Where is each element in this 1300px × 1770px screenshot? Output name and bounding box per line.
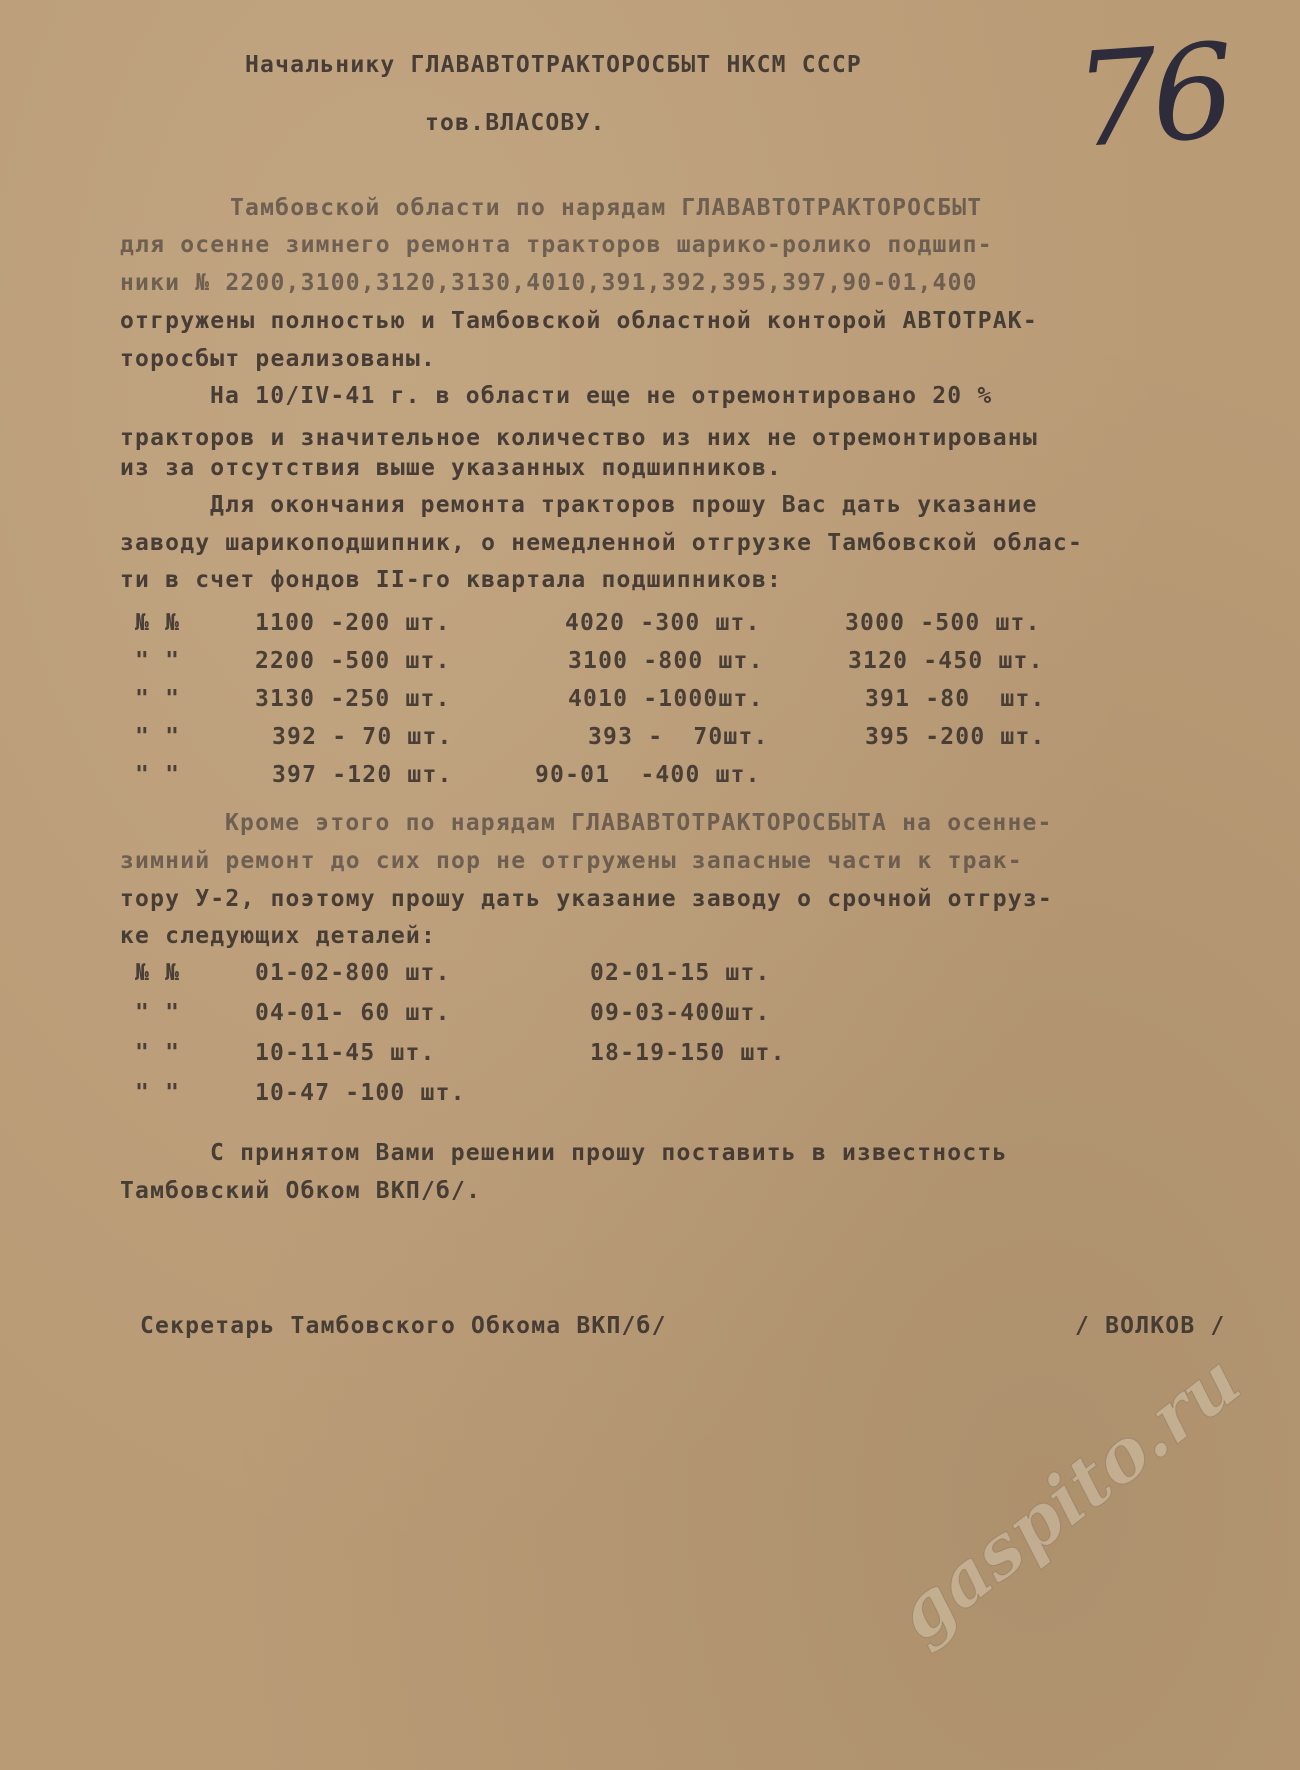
parts-row-c2: 18-19-150 шт.	[590, 1040, 786, 1066]
parts-row-c2: 09-03-400шт.	[590, 1000, 771, 1026]
bearings-row-mark: " "	[135, 648, 181, 674]
p4-line-2: зимний ремонт до сих пор не отгружены запасные части к трак-	[120, 848, 1023, 874]
bearings-row-c3: 3000 -500 шт.	[845, 610, 1041, 636]
p4-line-4: ке следующих деталей:	[120, 923, 436, 949]
watermark-logo: gaspito.ru	[880, 1337, 1256, 1657]
parts-row-c1: 01-02-800 шт.	[255, 960, 451, 986]
p4-line-1: Кроме этого по нарядам ГЛАВАВТОТРАКТОРОСБЫТА на осенне-	[225, 810, 1053, 836]
bearings-row-c1: 1100 -200 шт.	[255, 610, 451, 636]
bearings-row-c3: 395 -200 шт.	[865, 724, 1046, 750]
bearings-row-mark: " "	[135, 762, 181, 788]
signature-name: / ВОЛКОВ /	[1075, 1313, 1226, 1339]
bearings-row-c2: 3100 -800 шт.	[568, 648, 764, 674]
bearings-row-c3: 391 -80 шт.	[865, 686, 1046, 712]
parts-row-c1: 10-11-45 шт.	[255, 1040, 436, 1066]
addressee-line-2: тов.ВЛАСОВУ.	[425, 110, 606, 136]
bearings-row-c2: 4010 -1000шт.	[568, 686, 764, 712]
bearings-row-mark: " "	[135, 724, 181, 750]
p3-line-2: заводу шарикоподшипник, о немедленной отгрузке Тамбовской облас-	[120, 530, 1084, 556]
p3-line-1: Для окончания ремонта тракторов прошу Вас дать указание	[210, 492, 1038, 518]
bearings-row-mark: № №	[135, 610, 181, 636]
p2-line-3: из за отсутствия выше указанных подшипников.	[120, 455, 783, 481]
p1-line-5: торосбыт реализованы.	[120, 346, 436, 372]
parts-row-mark: № №	[135, 960, 181, 986]
parts-row-mark: " "	[135, 1000, 181, 1026]
p5-line-1: С принятом Вами решении прошу поставить в известность	[210, 1140, 1008, 1166]
parts-row-c1: 10-47 -100 шт.	[255, 1080, 466, 1106]
folio-number: 76	[1069, 14, 1234, 178]
p4-line-3: тору У-2, поэтому прошу дать указание заводу о срочной отгруз-	[120, 886, 1053, 912]
parts-row-c2: 02-01-15 шт.	[590, 960, 771, 986]
p2-line-2: тракторов и значительное количество из них не отремонтированы	[120, 425, 1038, 451]
addressee-line-1: Начальнику ГЛАВАВТОТРАКТОРОСБЫТ НКСМ СССР	[245, 52, 862, 78]
parts-row-c1: 04-01- 60 шт.	[255, 1000, 451, 1026]
parts-row-mark: " "	[135, 1080, 181, 1106]
bearings-row-mark: " "	[135, 686, 181, 712]
parts-row-mark: " "	[135, 1040, 181, 1066]
p1-line-1: Тамбовской области по нарядам ГЛАВАВТОТРАКТОРОСБЫТ	[230, 195, 983, 221]
bearings-row-c2: 393 - 70шт.	[588, 724, 769, 750]
bearings-row-c3: 3120 -450 шт.	[848, 648, 1044, 674]
p2-line-1: На 10/IV-41 г. в области еще не отремонтировано 20 %	[210, 383, 993, 409]
bearings-row-c1: 392 - 70 шт.	[272, 724, 453, 750]
p5-line-2: Тамбовский Обком ВКП/б/.	[120, 1178, 482, 1204]
bearings-row-c1: 3130 -250 шт.	[255, 686, 451, 712]
bearings-row-c1: 397 -120 шт.	[272, 762, 453, 788]
p1-line-3: ники № 2200,3100,3120,3130,4010,391,392,395,397,90-01,400	[120, 270, 978, 296]
p1-line-4: отгружены полностью и Тамбовской областной конторой АВТОТРАК-	[120, 308, 1038, 334]
p3-line-3: ти в счет фондов II-го квартала подшипников:	[120, 567, 783, 593]
bearings-row-c1: 2200 -500 шт.	[255, 648, 451, 674]
bearings-row-c2: 90-01 -400 шт.	[535, 762, 761, 788]
p1-line-2: для осенне зимнего ремонта тракторов шарико-ролико подшип-	[120, 232, 993, 258]
bearings-row-c2: 4020 -300 шт.	[565, 610, 761, 636]
signature-title: Секретарь Тамбовского Обкома ВКП/б/	[140, 1313, 667, 1339]
